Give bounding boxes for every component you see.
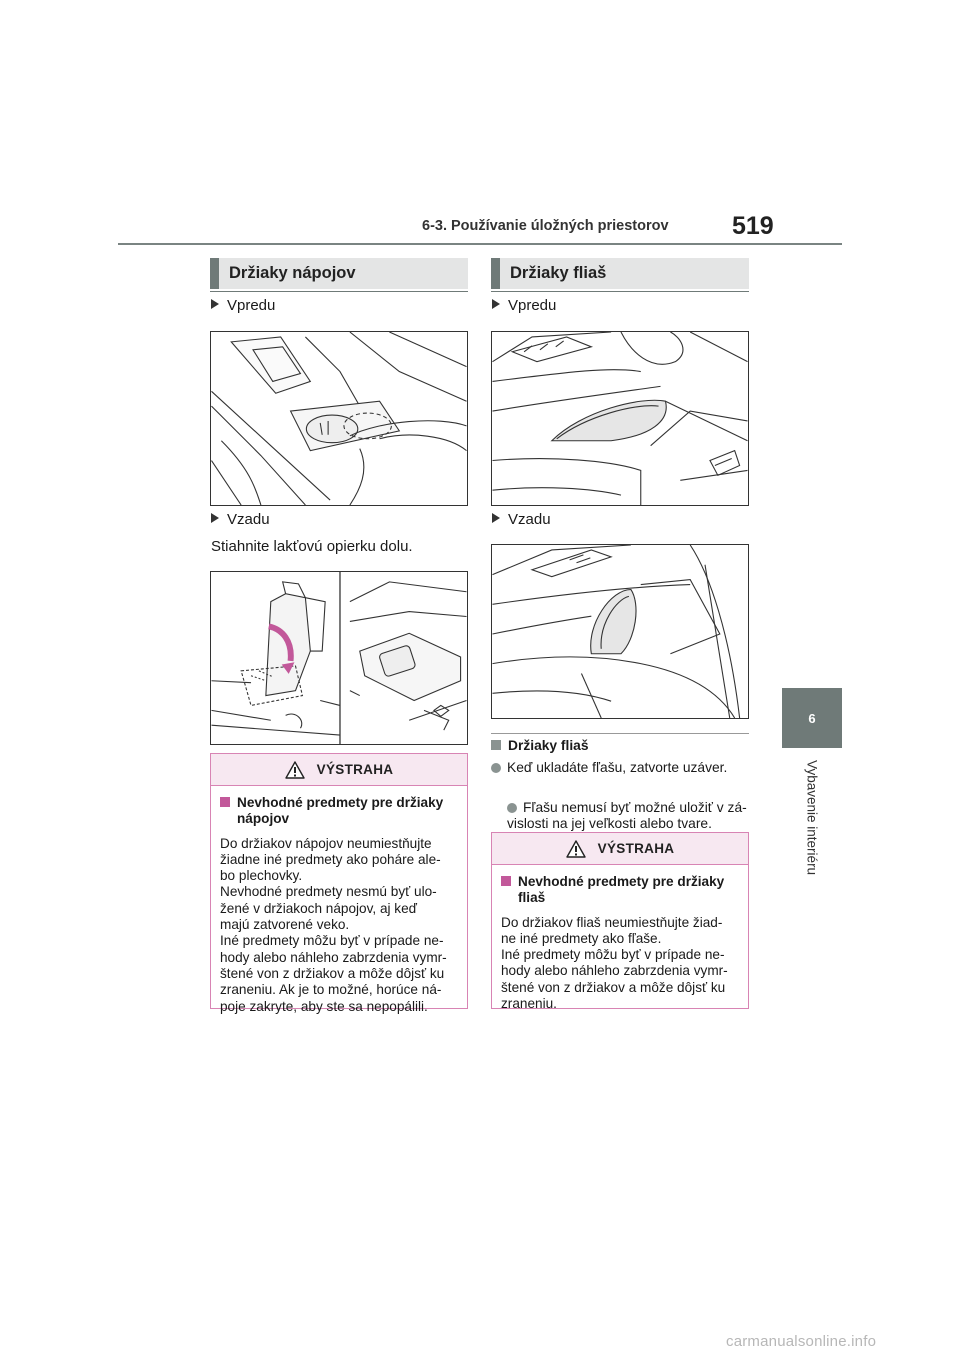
subheading-text: Vzadu xyxy=(508,511,551,528)
warning-label: VÝSTRAHA xyxy=(316,762,394,777)
subheading-text: Vpredu xyxy=(227,297,276,314)
rear-bottle-holder-drawing xyxy=(492,545,748,718)
illustration-rear-cup-holder xyxy=(210,571,468,745)
triangle-bullet-icon xyxy=(492,299,500,309)
subheading-front xyxy=(211,297,275,315)
section-title: 6-3. Používanie úložných priestorov xyxy=(422,218,669,234)
chapter-number: 6 xyxy=(808,710,816,726)
triangle-bullet-icon xyxy=(211,299,219,309)
chapter-side-label xyxy=(775,760,849,890)
warning-box-bottle-holders xyxy=(491,832,749,1012)
note-item-text: Keď ukladáte fľašu, zatvorte uzáver. xyxy=(507,760,728,775)
subheading-text: Vzadu xyxy=(227,511,270,528)
illustration-front-bottle-holder xyxy=(491,331,749,506)
section-heading-cup-holders xyxy=(210,258,468,289)
warning-title-text: Nevhodné predmety pre držiaky fliaš xyxy=(518,874,725,906)
dot-bullet-icon xyxy=(491,763,501,773)
subheading-rear xyxy=(211,511,270,529)
chapter-tab xyxy=(782,688,842,748)
footer-watermark: carmanualsonline.info xyxy=(726,1333,877,1350)
warning-title-text: Nevhodné predmety pre držiaky nápojov xyxy=(237,795,444,827)
subheading-text: Vpredu xyxy=(508,297,557,314)
triangle-bullet-icon xyxy=(211,513,219,523)
illustration-front-cup-holder xyxy=(210,331,468,506)
header-divider xyxy=(118,243,842,245)
warning-triangle-icon xyxy=(566,840,586,858)
subheading-front xyxy=(492,297,556,315)
rear-cup-holder-drawing xyxy=(211,572,467,744)
warning-text: Do držiakov nápojov neumiestňujte žiadne iné predmety ako poháre ale- bo plechovky. Nevhodné predmety nesmú byť ulo- žené v držiakoch nápojov, aj keď majú zatvorené veko. Iné predmety môžu byť v prípade ne- hody alebo náhleho zabrzdenia vymr- štené von z držiakov a môže dôjsť ku zraneniu. Ak je to možné, horúce ná- poje zakryte, aby ste sa nepopálili. xyxy=(220,835,447,1014)
square-bullet-icon xyxy=(220,797,230,807)
front-bottle-holder-drawing xyxy=(492,332,748,505)
page-number: 519 xyxy=(732,212,774,240)
square-bullet-icon xyxy=(491,740,501,750)
warning-text: Do držiakov fliaš neumiestňujte žiad- ne iné predmety ako fľaše. Iné predmety môžu byť v prípade ne- hody alebo náhleho zabrzdenia vymr- štené von z držiakov a môže dôjsť ku zraneniu. xyxy=(501,914,728,1012)
note-item-text: Fľašu nemusí byť možné uložiť v zá- vislosti na jej veľkosti alebo tvare. xyxy=(507,799,747,831)
section-heading-bottle-holders xyxy=(491,258,749,289)
triangle-bullet-icon xyxy=(492,513,500,523)
illustration-rear-bottle-holder xyxy=(491,544,749,719)
front-cup-holder-drawing xyxy=(211,332,467,505)
warning-title xyxy=(220,795,458,828)
warning-triangle-icon xyxy=(285,761,305,779)
warning-title xyxy=(501,874,739,907)
note-divider xyxy=(491,733,749,734)
note-item xyxy=(491,783,765,833)
subheading-rear xyxy=(492,511,551,529)
warning-box-cup-holders xyxy=(210,753,468,1014)
dot-bullet-icon xyxy=(507,803,517,813)
note-title xyxy=(491,738,589,753)
warning-header xyxy=(492,833,748,865)
note-title-text: Držiaky fliaš xyxy=(508,738,589,753)
warning-label: VÝSTRAHA xyxy=(597,841,675,856)
section-heading-text: Držiaky nápojov xyxy=(229,264,356,282)
square-bullet-icon xyxy=(501,876,511,886)
warning-header xyxy=(211,754,467,786)
chapter-label-text: Vybavenie interiéru xyxy=(804,760,820,876)
instruction-text: Stiahnite lakťovú opierku dolu. xyxy=(211,538,413,555)
section-heading-text: Držiaky fliaš xyxy=(510,264,607,282)
note-item xyxy=(491,760,765,777)
